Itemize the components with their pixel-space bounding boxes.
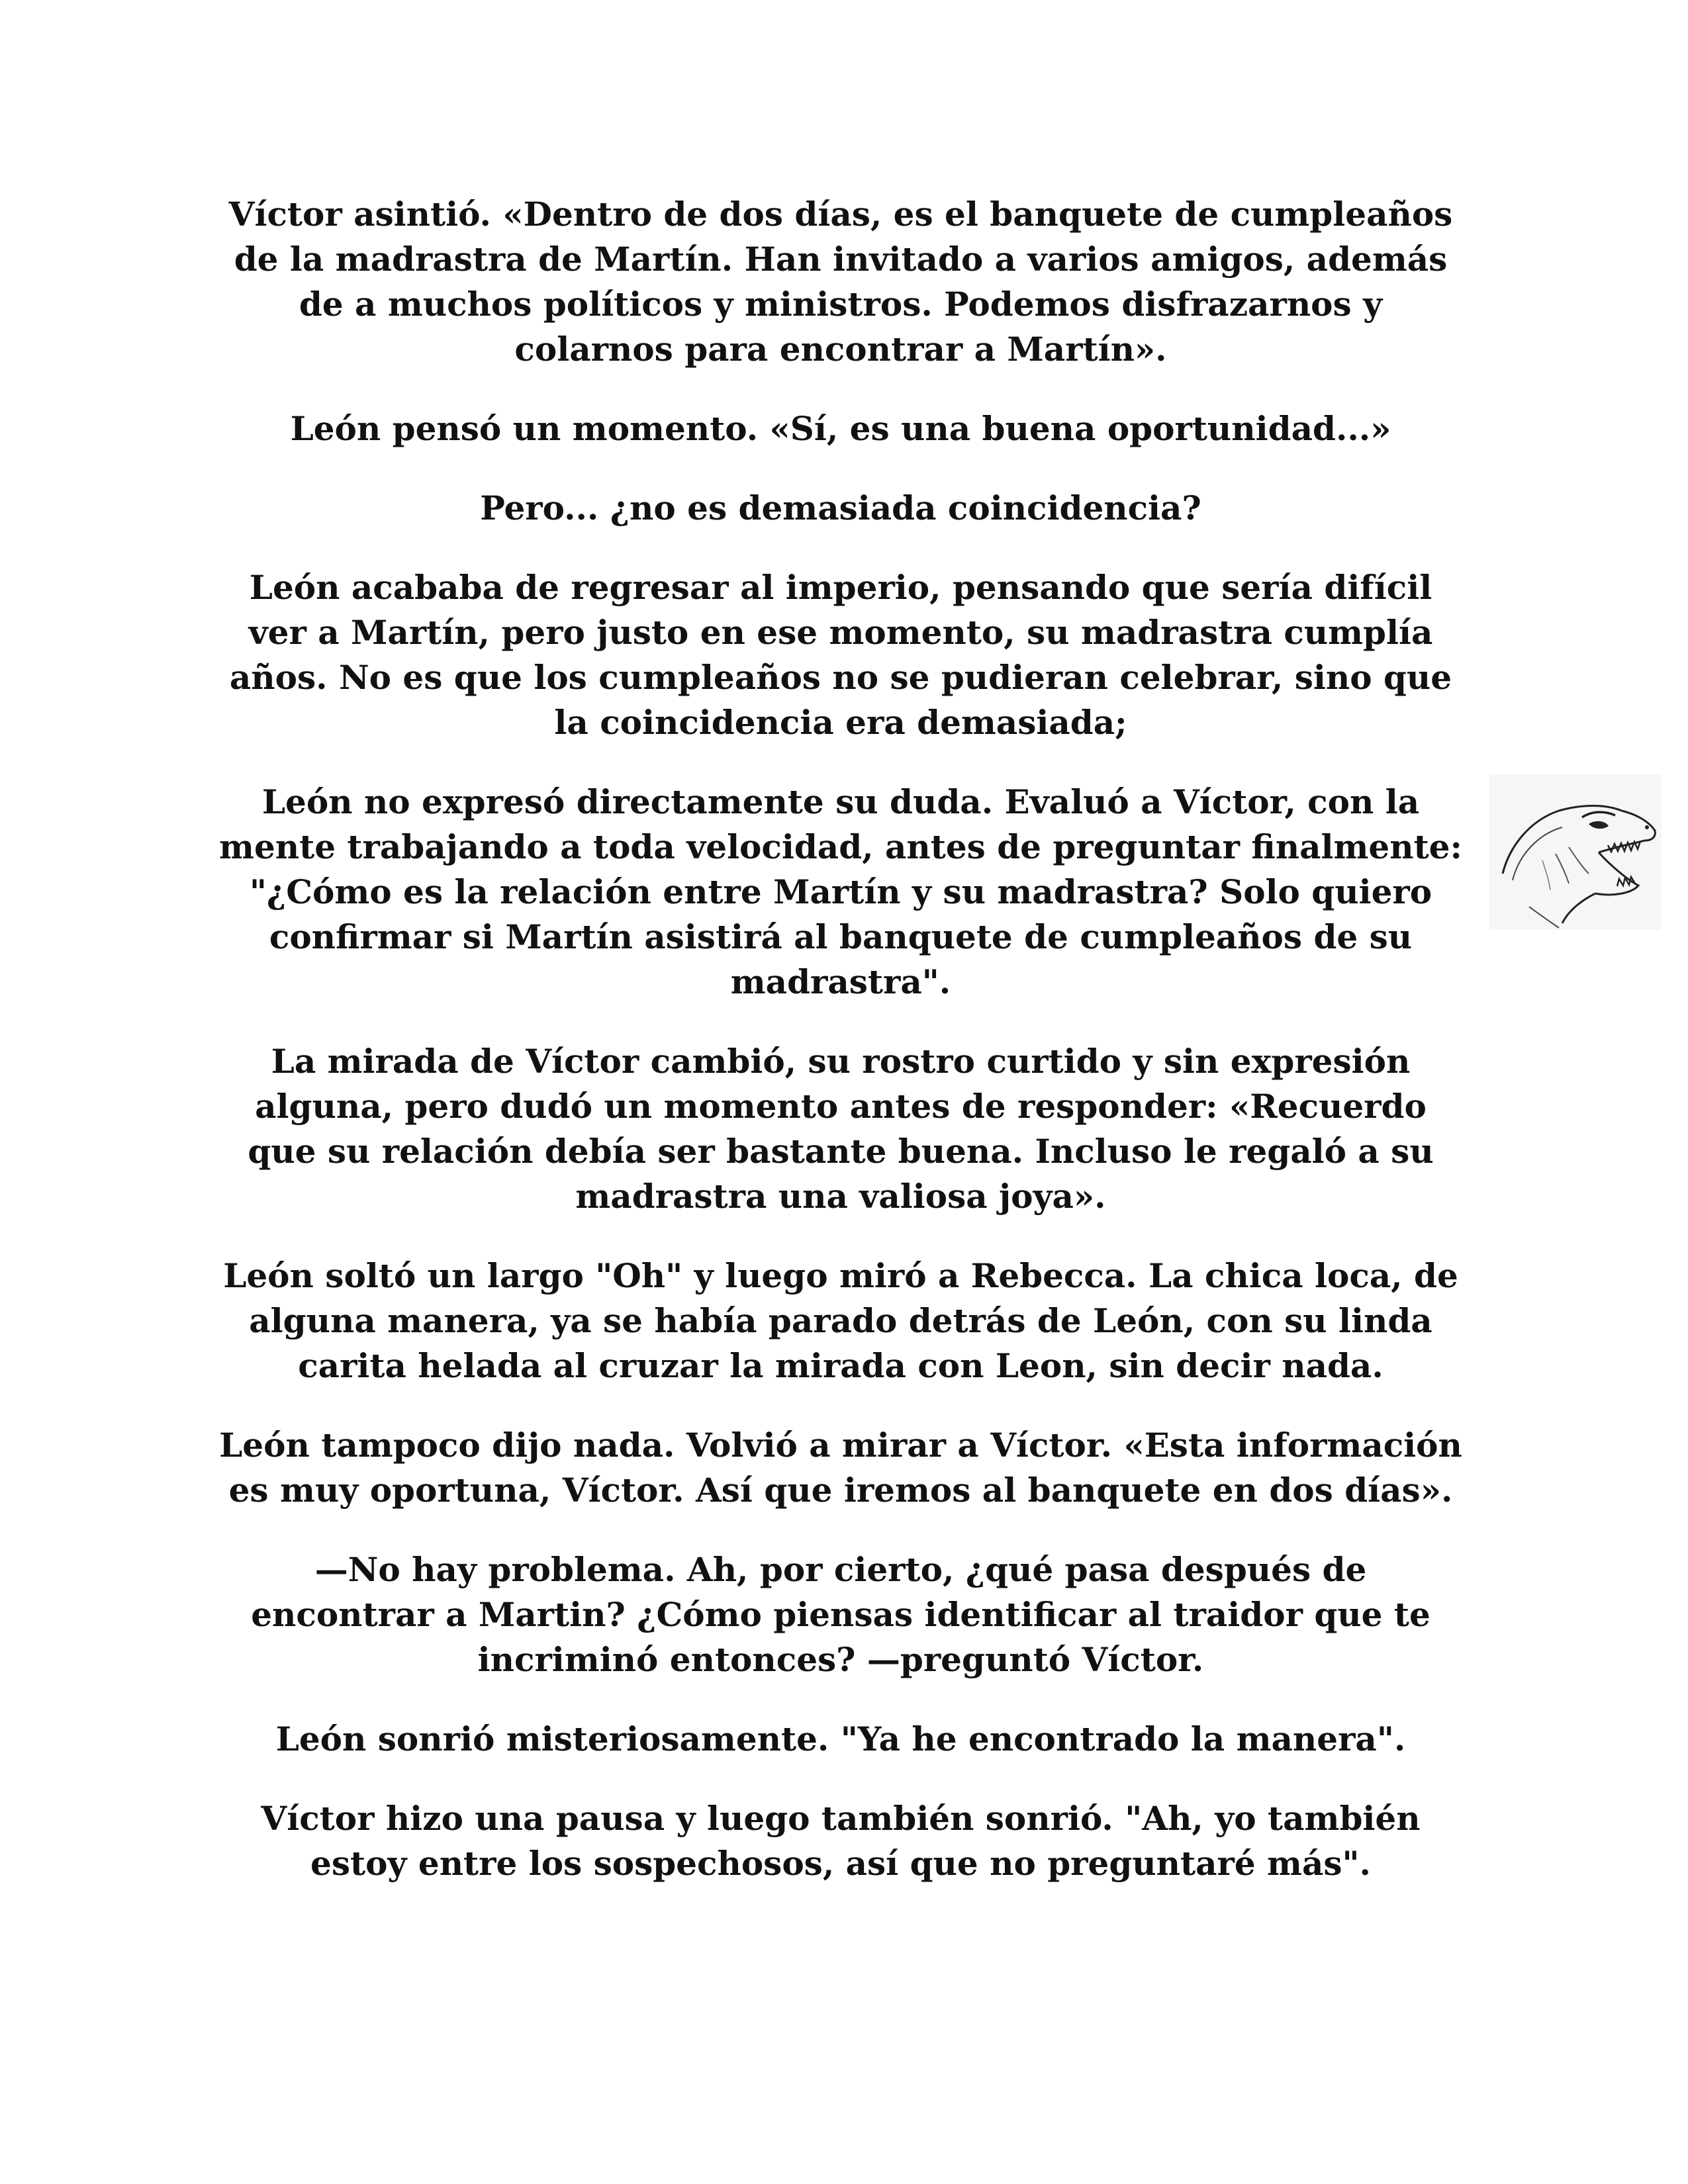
paragraph-3: Pero... ¿no es demasiada coincidencia? (480, 488, 1201, 527)
paragraph-11: Víctor hizo una pausa y luego también sonrió. "Ah, yo también estoy entre los sospechosos, así que no preguntaré más". (261, 1799, 1421, 1883)
paragraph-2: León pensó un momento. «Sí, es una buena oportunidad...» (290, 409, 1391, 448)
paragraph-1: Víctor asintió. «Dentro de dos días, es el banquete de cumpleaños de la madrastra de Martín. Han invitado a varios amigos, además de a muchos políticos y ministros. Podemos disfrazarnos y colarnos para encontrar a Martín». (228, 195, 1453, 369)
paragraph-4: León acababa de regresar al imperio, pensando que sería difícil ver a Martín, pero justo en ese momento, su madrastra cumplía años. No es que los cumpleaños no se pudieran celebrar, sino que la coincidencia era demasiada; (229, 568, 1452, 742)
paragraph-9: —No hay problema. Ah, por cierto, ¿qué pasa después de encontrar a Martin? ¿Cómo piensas identificar al traidor que te incriminó entonces? —preguntó Víctor. (251, 1550, 1430, 1679)
story-text (218, 192, 1463, 1921)
paragraph-5: León no expresó directamente su duda. Evaluó a Víctor, con la mente trabajando a toda velocidad, antes de preguntar finalmente: "¿Cómo es la relación entre Martín y su madrastra? Solo quiero confirmar si Martín asistirá al banquete de cumpleaños de su madrastra". (219, 782, 1462, 1001)
paragraph-10: León sonrió misteriosamente. "Ya he encontrado la manera". (275, 1719, 1406, 1758)
paragraph-8: León tampoco dijo nada. Volvió a mirar a Víctor. «Esta información es muy oportuna, Víctor. Así que iremos al banquete en dos días». (219, 1426, 1462, 1510)
paragraph-7: León soltó un largo "Oh" y luego miró a Rebecca. La chica loca, de alguna manera, ya se había parado detrás de León, con su linda carita helada al cruzar la mirada con Leon, sin decir nada. (223, 1256, 1458, 1385)
paragraph-6: La mirada de Víctor cambió, su rostro curtido y sin expresión alguna, pero dudó un momento antes de responder: «Recuerdo que su relación debía ser bastante buena. Incluso le regaló a su madrastra una valiosa joya». (248, 1042, 1434, 1216)
dinosaur-head-sketch-icon (1489, 774, 1662, 930)
